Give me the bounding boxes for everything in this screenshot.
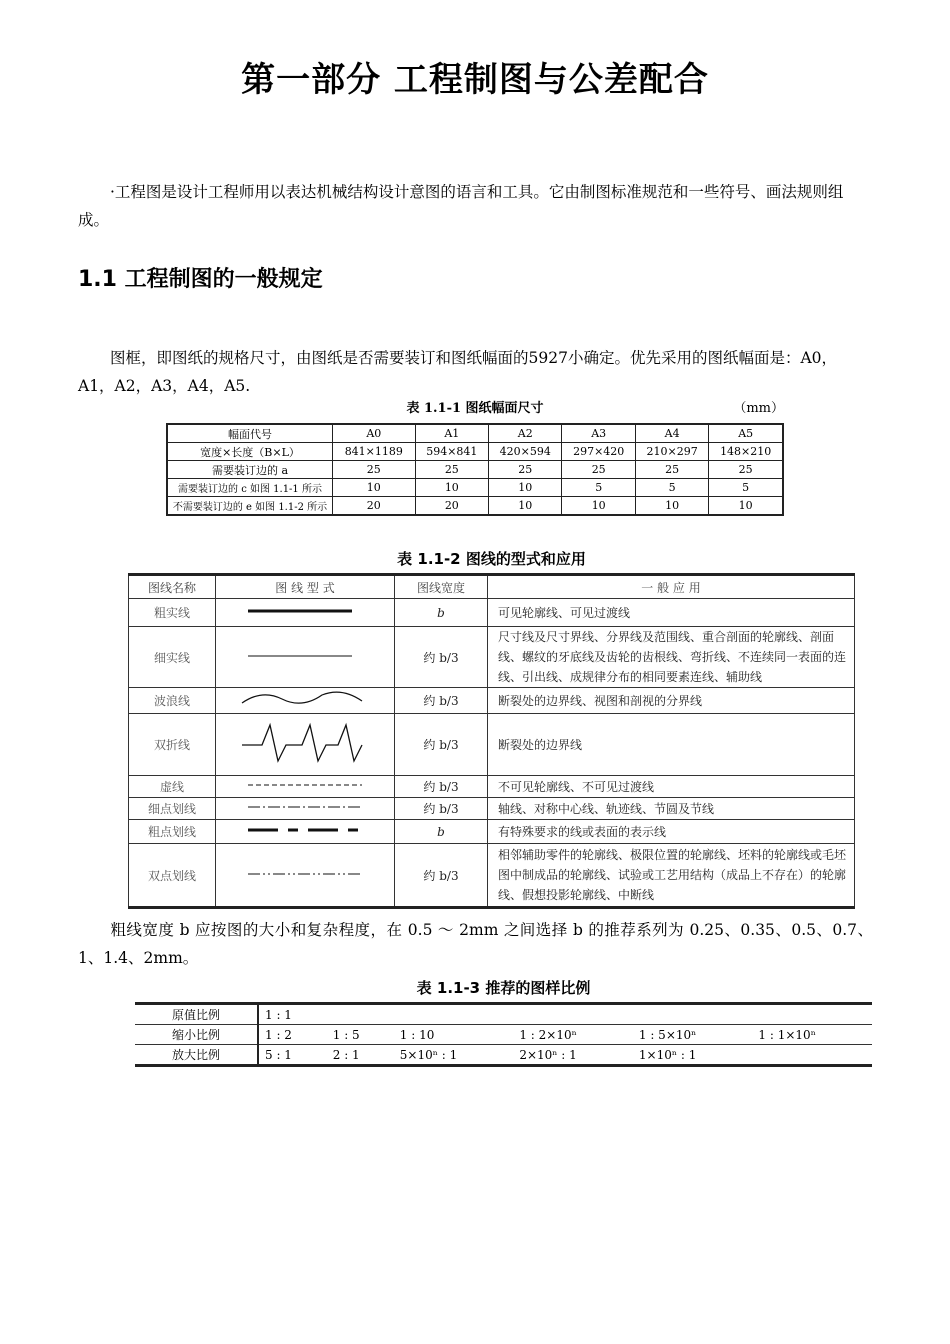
table1-cell: A1 bbox=[415, 424, 488, 443]
line-use: 相邻辅助零件的轮廓线、极限位置的轮廓线、坯料的轮廓线或毛坯图中制成品的轮廓线、试验或工艺用结构（成品上不存在）的轮廓线、假想投影轮廓线、中断线 bbox=[488, 844, 855, 908]
section-heading: 1.1 工程制图的一般规定 bbox=[78, 267, 323, 292]
line-width: b bbox=[395, 820, 488, 844]
table1-cell: 25 bbox=[415, 461, 488, 479]
table2-cell: 图线名称 bbox=[129, 575, 216, 599]
line-name: 粗实线 bbox=[129, 599, 216, 627]
intro-text: ·工程图是设计工程师用以表达机械结构设计意图的语言和工具。它由制图标准规范和一些符号、画法规则组成。 bbox=[78, 183, 844, 229]
table3-cell: 1 : 1 bbox=[258, 1004, 327, 1025]
line-width: 约 b/3 bbox=[395, 714, 488, 776]
table1-cell: A3 bbox=[562, 424, 635, 443]
table2-cell: 一 般 应 用 bbox=[488, 575, 855, 599]
line-width: b bbox=[395, 599, 488, 627]
line-use: 可见轮廓线、可见过渡线 bbox=[488, 599, 855, 627]
table1-cell: 25 bbox=[489, 461, 562, 479]
frame-paragraph bbox=[78, 344, 873, 400]
table1-cell: 10 bbox=[415, 479, 488, 497]
table1-cell: 20 bbox=[415, 497, 488, 516]
table1-caption-row bbox=[166, 397, 784, 416]
table1-cell: 5 bbox=[709, 479, 783, 497]
table3-cell: 1×10ⁿ : 1 bbox=[633, 1045, 753, 1066]
table3-cell: 5 : 1 bbox=[258, 1045, 327, 1066]
table1-cell: A5 bbox=[709, 424, 783, 443]
table1-cell: A0 bbox=[333, 424, 416, 443]
line-width: 约 b/3 bbox=[395, 627, 488, 688]
table3-cell: 1 : 5 bbox=[327, 1025, 394, 1045]
table-row bbox=[129, 798, 855, 820]
table-row bbox=[167, 461, 783, 479]
line-name: 细点划线 bbox=[129, 798, 216, 820]
table1-cell: 10 bbox=[489, 497, 562, 516]
table-row bbox=[129, 776, 855, 798]
table3-cell bbox=[752, 1004, 872, 1025]
table-row bbox=[167, 479, 783, 497]
table3-cell: 1 : 5×10ⁿ bbox=[633, 1025, 753, 1045]
table1-unit: （mm） bbox=[733, 401, 784, 416]
table1-cell: 25 bbox=[333, 461, 416, 479]
line-sample-thin bbox=[216, 627, 395, 688]
table1-header bbox=[167, 424, 783, 443]
line-use: 不可见轮廓线、不可见过渡线 bbox=[488, 776, 855, 798]
line-sample-thick-dashdot bbox=[216, 820, 395, 844]
line-width: 约 b/3 bbox=[395, 844, 488, 908]
table3-cell bbox=[394, 1004, 514, 1025]
line-name: 虚线 bbox=[129, 776, 216, 798]
table1-cell: 10 bbox=[709, 497, 783, 516]
table3-cell: 2 : 1 bbox=[327, 1045, 394, 1066]
line-sample-wave bbox=[216, 688, 395, 714]
table-row bbox=[135, 1004, 872, 1025]
table-row bbox=[135, 1045, 872, 1066]
line-sample-thick bbox=[216, 599, 395, 627]
table-row bbox=[129, 627, 855, 688]
table1-cell: 10 bbox=[635, 497, 708, 516]
table2-cell: 图 线 型 式 bbox=[216, 575, 395, 599]
line-use: 有特殊要求的线或表面的表示线 bbox=[488, 820, 855, 844]
line-sample-zigzag bbox=[216, 714, 395, 776]
table1-cell: 幅面代号 bbox=[167, 424, 333, 443]
table1-cell: 594×841 bbox=[415, 443, 488, 461]
table3-cell bbox=[513, 1004, 633, 1025]
frame-text: 图框，即图纸的规格尺寸，由图纸是否需要装订和图纸幅面的5927小确定。优先采用的图纸幅面是：A0，A1，A2，A3，A4，A5. bbox=[78, 349, 838, 395]
table1-cell: A2 bbox=[489, 424, 562, 443]
table1 bbox=[166, 423, 784, 516]
table3-cell bbox=[752, 1045, 872, 1066]
b-paragraph bbox=[78, 916, 873, 972]
table-row bbox=[129, 820, 855, 844]
table1-cell: 需要装订边的 c 如图 1.1-1 所示 bbox=[167, 479, 333, 497]
line-use: 尺寸线及尺寸界线、分界线及范围线、重合剖面的轮廓线、剖面线、螺纹的牙底线及齿轮的齿根线、弯折线、不连续同一表面的连线、引出线、成规律分布的相同要素连线、辅助线 bbox=[488, 627, 855, 688]
line-use: 断裂处的边界线、视图和剖视的分界线 bbox=[488, 688, 855, 714]
line-sample-dashdot bbox=[216, 798, 395, 820]
line-width: 约 b/3 bbox=[395, 688, 488, 714]
table2-header bbox=[129, 575, 855, 599]
table3-cell: 原值比例 bbox=[135, 1004, 258, 1025]
table-row bbox=[129, 844, 855, 908]
table1-cell: A4 bbox=[635, 424, 708, 443]
table3-cell bbox=[327, 1004, 394, 1025]
table1-cell: 10 bbox=[562, 497, 635, 516]
line-width: 约 b/3 bbox=[395, 776, 488, 798]
table1-cell: 297×420 bbox=[562, 443, 635, 461]
table1-caption: 表 1.1-1 图纸幅面尺寸 bbox=[406, 401, 544, 416]
table1-cell: 10 bbox=[489, 479, 562, 497]
table1-cell: 不需要装订边的 e 如图 1.1-2 所示 bbox=[167, 497, 333, 516]
line-name: 粗点划线 bbox=[129, 820, 216, 844]
table-row bbox=[135, 1025, 872, 1045]
table3-cell: 放大比例 bbox=[135, 1045, 258, 1066]
table1-cell: 10 bbox=[333, 479, 416, 497]
line-use: 断裂处的边界线 bbox=[488, 714, 855, 776]
table1-cell: 20 bbox=[333, 497, 416, 516]
line-sample-double-dashdot bbox=[216, 844, 395, 908]
table1-cell: 148×210 bbox=[709, 443, 783, 461]
table-row bbox=[129, 599, 855, 627]
line-name: 波浪线 bbox=[129, 688, 216, 714]
line-sample-dashed bbox=[216, 776, 395, 798]
line-name: 细实线 bbox=[129, 627, 216, 688]
table2 bbox=[128, 573, 855, 909]
table1-cell: 25 bbox=[709, 461, 783, 479]
table1-cell: 5 bbox=[635, 479, 708, 497]
table-row bbox=[129, 688, 855, 714]
table1-cell: 210×297 bbox=[635, 443, 708, 461]
table2-caption: 表 1.1-2 图线的型式和应用 bbox=[397, 550, 586, 568]
line-width: 约 b/3 bbox=[395, 798, 488, 820]
table1-cell: 宽度×长度（B×L） bbox=[167, 443, 333, 461]
table3-cell: 缩小比例 bbox=[135, 1025, 258, 1045]
table3-cell: 1 : 2×10ⁿ bbox=[513, 1025, 633, 1045]
table3-cell: 1 : 1×10ⁿ bbox=[752, 1025, 872, 1045]
table-row bbox=[129, 714, 855, 776]
table3-cell: 5×10ⁿ : 1 bbox=[394, 1045, 514, 1066]
intro-paragraph bbox=[78, 178, 873, 234]
table2-cell: 图线宽度 bbox=[395, 575, 488, 599]
table3-cell: 2×10ⁿ : 1 bbox=[513, 1045, 633, 1066]
table1-cell: 841×1189 bbox=[333, 443, 416, 461]
table3-caption: 表 1.1-3 推荐的图样比例 bbox=[416, 979, 591, 997]
table1-cell: 5 bbox=[562, 479, 635, 497]
table3 bbox=[135, 1002, 872, 1067]
table-row bbox=[167, 443, 783, 461]
table-row bbox=[167, 497, 783, 516]
b-text: 粗线宽度 b 应按图的大小和复杂程度，在 0.5 ～ 2mm 之间选择 b 的推荐系列为 0.25、0.35、0.5、0.7、1、1.4、2mm。 bbox=[78, 921, 873, 967]
line-name: 双折线 bbox=[129, 714, 216, 776]
table1-cell: 420×594 bbox=[489, 443, 562, 461]
table1-cell: 需要装订边的 a bbox=[167, 461, 333, 479]
table3-cell bbox=[633, 1004, 753, 1025]
table1-cell: 25 bbox=[562, 461, 635, 479]
table3-cell: 1 : 10 bbox=[394, 1025, 514, 1045]
line-use: 轴线、对称中心线、轨迹线、节圆及节线 bbox=[488, 798, 855, 820]
line-name: 双点划线 bbox=[129, 844, 216, 908]
table1-cell: 25 bbox=[635, 461, 708, 479]
table3-cell: 1 : 2 bbox=[258, 1025, 327, 1045]
page-title: 第一部分 工程制图与公差配合 bbox=[241, 60, 709, 100]
